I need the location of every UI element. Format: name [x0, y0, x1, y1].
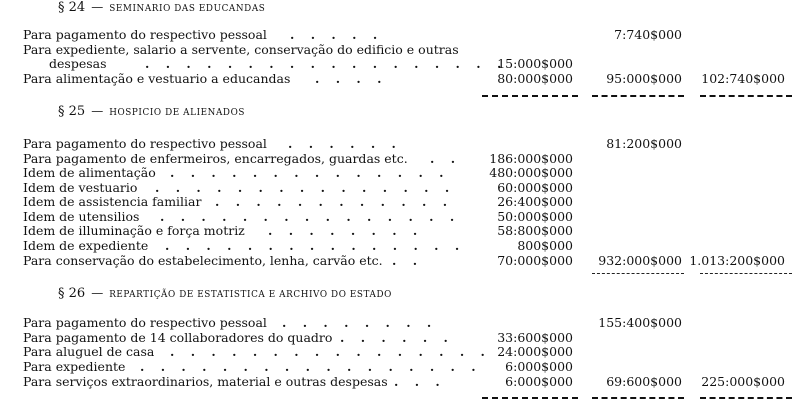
total-rule	[592, 397, 684, 399]
total-rule	[482, 397, 578, 399]
dot-leader: . . . . . . . . . . . . . .	[170, 165, 450, 180]
budget-row	[0, 210, 800, 224]
total-rule	[700, 273, 792, 274]
budget-row	[0, 181, 800, 195]
budget-row	[0, 152, 800, 166]
subtotal-amount: 60:000$000	[497, 180, 573, 195]
budget-row	[0, 375, 800, 389]
total-rule	[700, 397, 792, 399]
row-description: Para pagamento do respectivo pessoal	[23, 27, 267, 42]
dot-leader: . .	[430, 151, 462, 166]
budget-row	[0, 28, 800, 42]
dot-leader: . . . . . . . . . . . .	[215, 194, 454, 209]
row-description: Idem de utensilios	[23, 209, 140, 224]
total-amount: 1.013:200$000	[689, 253, 785, 268]
dot-leader: . . .	[394, 374, 446, 389]
section-title: SEMINARIO DAS EDUCANDAS	[109, 4, 266, 14]
row-description: Para serviços extraordinarios, material e outras despesas	[23, 374, 388, 389]
section-heading: § 25 — HOSPICIO DE ALIENADOS	[58, 104, 246, 119]
row-description: Para pagamento do respectivo pessoal	[23, 136, 267, 151]
subtotal-amount: 58:800$000	[497, 223, 573, 238]
dot-leader: . . . . . .	[340, 330, 454, 345]
budget-row	[0, 195, 800, 209]
row-description: Idem de expediente	[23, 238, 149, 253]
subtotal-amount: 70:000$000	[497, 253, 573, 268]
budget-row	[0, 57, 800, 71]
budget-row	[0, 43, 800, 57]
dot-leader: . . . . . . . . . . . . . . . .	[170, 344, 491, 359]
row-description: Para conservação do estabelecimento, lenha, carvão etc.	[23, 253, 383, 268]
row-description: despesas	[49, 56, 107, 71]
budget-row	[0, 137, 800, 151]
subtotal-amount: 6:000$000	[505, 374, 573, 389]
dot-leader: . .	[392, 253, 424, 268]
subtotal-amount: 33:600$000	[497, 330, 573, 345]
row-description: Idem de vestuario	[23, 180, 138, 195]
row-description: Para expediente, salario a servente, conservação do edificio e outras	[23, 42, 459, 57]
dot-leader: . . . . . . . . . . . . . . . . .	[140, 359, 482, 374]
dot-leader: . . . . . .	[288, 136, 402, 151]
total-rule	[592, 95, 684, 97]
budget-row	[0, 72, 800, 86]
subtotal-amount: 24:000$000	[497, 344, 573, 359]
subtotal-amount: 480:000$000	[489, 165, 573, 180]
subtotal-amount: 26:400$000	[497, 194, 573, 209]
partial-amount: 69:600$000	[606, 374, 682, 389]
dot-leader: . . . . .	[290, 27, 384, 42]
partial-amount: 95:000$000	[606, 71, 682, 86]
budget-row	[0, 239, 800, 253]
row-description: Para aluguel de casa	[23, 344, 155, 359]
section-title: HOSPICIO DE ALIENADOS	[109, 108, 246, 118]
section-heading: § 24 — SEMINARIO DAS EDUCANDAS	[58, 0, 266, 15]
row-description: Idem de illuminação e força motriz	[23, 223, 245, 238]
dot-leader: . . . . . . . . . . . . . . .	[160, 209, 461, 224]
section-number: § 25	[58, 104, 86, 119]
row-description: Para alimentação e vestuario a educandas	[23, 71, 291, 86]
budget-row	[0, 360, 800, 374]
section-heading: § 26 — REPARTIÇÃO DE ESTATISTICA E ARCHIVO DO ESTADO	[58, 286, 392, 301]
subtotal-amount: 15:000$000	[497, 56, 573, 71]
budget-row	[0, 166, 800, 180]
dot-leader: . . . .	[315, 71, 388, 86]
total-rule	[592, 273, 684, 274]
row-description: Idem de assistencia familiar	[23, 194, 202, 209]
row-description: Para pagamento de enfermeiros, encarregados, guardas etc.	[23, 151, 408, 166]
section-number: § 26	[58, 286, 86, 301]
budget-row	[0, 254, 800, 268]
partial-amount: 155:400$000	[598, 315, 682, 330]
subtotal-amount: 50:000$000	[497, 209, 573, 224]
row-description: Para pagamento do respectivo pessoal	[23, 315, 267, 330]
row-description: Idem de alimentação	[23, 165, 156, 180]
section-number: § 24	[58, 0, 86, 15]
subtotal-amount: 80:000$000	[497, 71, 573, 86]
partial-amount: 932:000$000	[598, 253, 682, 268]
row-description: Para expediente	[23, 359, 126, 374]
subtotal-amount: 6:000$000	[505, 359, 573, 374]
budget-row	[0, 345, 800, 359]
dot-leader: . . . . . . . .	[282, 315, 438, 330]
section-title: REPARTIÇÃO DE ESTATISTICA E ARCHIVO DO ESTADO	[109, 290, 392, 300]
budget-row	[0, 316, 800, 330]
dot-leader: . . . . . . . . . . . . . . .	[155, 180, 456, 195]
total-rule	[482, 95, 578, 97]
partial-amount: 7:740$000	[614, 27, 682, 42]
dot-leader: . . . . . . . . . . . . . . .	[165, 238, 466, 253]
partial-amount: 81:200$000	[606, 136, 682, 151]
dot-leader: . . . . . . . . . . . . . . . . . .	[145, 56, 508, 71]
budget-row	[0, 224, 800, 238]
subtotal-amount: 800$000	[517, 238, 573, 253]
budget-row	[0, 331, 800, 345]
dot-leader: . . . . . . . .	[268, 223, 424, 238]
total-amount: 102:740$000	[701, 71, 785, 86]
row-description: Para pagamento de 14 collaboradores do quadro	[23, 330, 333, 345]
total-amount: 225:000$000	[701, 374, 785, 389]
total-rule	[700, 95, 792, 97]
subtotal-amount: 186:000$000	[489, 151, 573, 166]
